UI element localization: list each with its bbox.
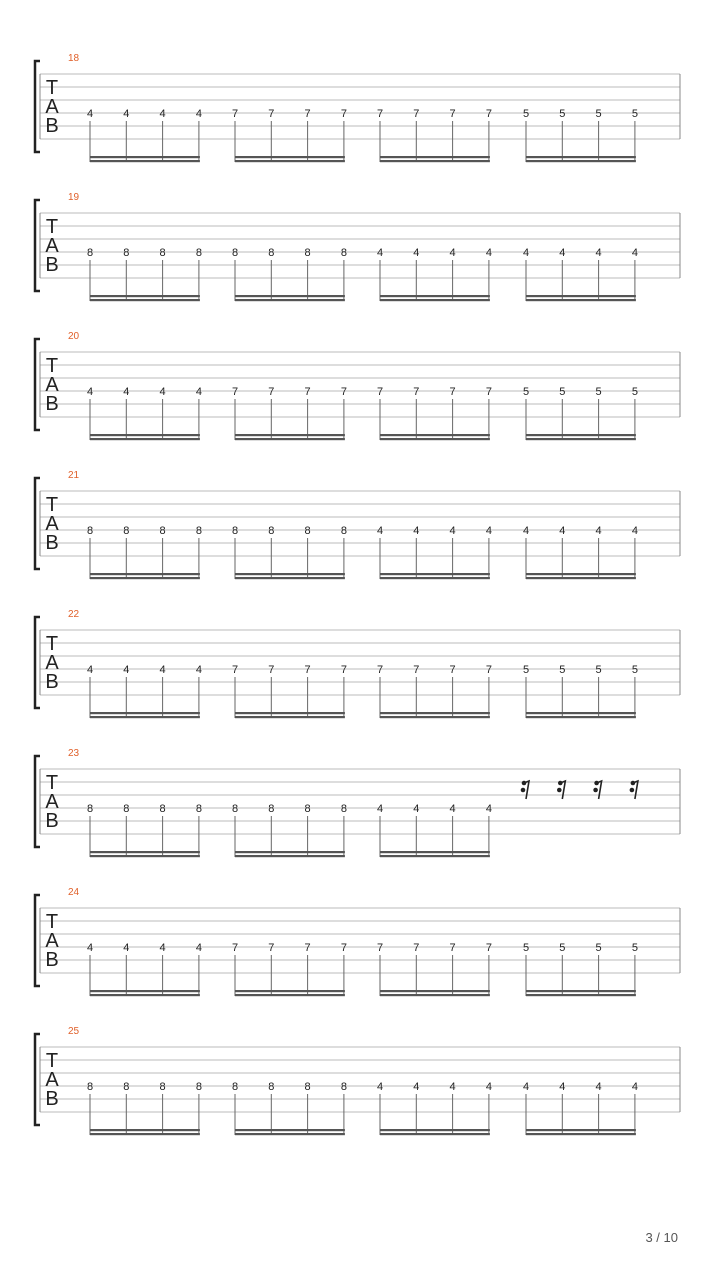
fret-number: 4	[413, 247, 420, 259]
tab-clef-letter: A	[45, 652, 59, 674]
fret-number: 7	[268, 942, 275, 954]
fret-number: 4	[631, 1081, 638, 1093]
beam	[235, 295, 345, 297]
beam	[90, 434, 200, 436]
beam	[235, 434, 345, 436]
beam	[235, 573, 345, 575]
measure-number: 25	[68, 1026, 80, 1037]
fret-number: 4	[595, 247, 602, 259]
beam	[235, 712, 345, 714]
fret-number: 4	[413, 525, 420, 537]
beam	[90, 1129, 200, 1131]
system-bracket	[35, 61, 40, 152]
tab-clef-letter: B	[45, 671, 59, 693]
tab-clef-letter: B	[45, 1088, 59, 1110]
fret-number: 4	[123, 386, 130, 398]
rest-dot	[557, 788, 562, 793]
fret-number: 8	[123, 525, 130, 537]
fret-number: 8	[159, 803, 166, 815]
fret-number: 5	[559, 942, 566, 954]
fret-number: 4	[631, 525, 638, 537]
beam	[235, 716, 345, 718]
fret-number: 8	[340, 1081, 347, 1093]
tab-system	[35, 331, 680, 440]
fret-number: 8	[268, 1081, 275, 1093]
fret-number: 5	[559, 108, 566, 120]
tab-clef-letter: T	[45, 77, 59, 99]
fret-number: 7	[449, 386, 456, 398]
fret-number: 8	[231, 525, 239, 537]
fret-number: 7	[485, 108, 492, 120]
fret-number: 7	[340, 386, 347, 398]
fret-number: 8	[268, 803, 275, 815]
beam	[90, 160, 200, 162]
beam	[526, 434, 636, 436]
fret-number: 8	[86, 247, 94, 259]
beam	[90, 716, 200, 718]
fret-number: 4	[376, 803, 384, 815]
system-bracket	[35, 339, 40, 430]
fret-number: 8	[304, 803, 311, 815]
fret-number: 5	[522, 386, 530, 398]
beam	[90, 295, 200, 297]
fret-number: 8	[231, 247, 239, 259]
beam	[526, 577, 636, 579]
sixteenth-rest-icon	[630, 781, 638, 799]
fret-number: 8	[123, 803, 130, 815]
beam	[380, 1133, 490, 1135]
beam	[526, 1129, 636, 1131]
fret-number: 8	[86, 803, 94, 815]
beam	[235, 1129, 345, 1131]
tab-system	[35, 887, 680, 996]
fret-number: 7	[485, 386, 492, 398]
fret-number: 7	[304, 108, 311, 120]
fret-number: 4	[595, 525, 602, 537]
fret-number: 8	[304, 525, 311, 537]
beam	[526, 712, 636, 714]
rest-dot	[593, 788, 598, 793]
fret-number: 7	[268, 386, 275, 398]
fret-number: 5	[631, 108, 638, 120]
fret-number: 4	[631, 247, 638, 259]
fret-number: 5	[522, 664, 530, 676]
beam	[380, 855, 490, 857]
fret-number: 4	[559, 247, 566, 259]
fret-number: 4	[123, 664, 130, 676]
fret-number: 7	[449, 942, 456, 954]
fret-number: 4	[485, 247, 492, 259]
beam	[526, 1133, 636, 1135]
system-bracket	[35, 617, 40, 708]
tab-clef-letter: B	[45, 115, 59, 137]
fret-number: 4	[522, 1081, 530, 1093]
measure-number: 22	[68, 609, 80, 620]
fret-number: 8	[86, 525, 94, 537]
beam	[90, 855, 200, 857]
fret-number: 4	[123, 108, 130, 120]
beam	[380, 577, 490, 579]
beam	[526, 438, 636, 440]
fret-number: 7	[231, 386, 239, 398]
fret-number: 7	[340, 664, 347, 676]
fret-number: 7	[413, 108, 420, 120]
fret-number: 4	[485, 525, 492, 537]
sixteenth-rest-icon	[557, 781, 565, 799]
beam	[380, 438, 490, 440]
measure-number: 19	[68, 192, 80, 203]
fret-number: 7	[449, 108, 456, 120]
beam	[90, 990, 200, 992]
fret-number: 8	[340, 803, 347, 815]
fret-number: 4	[595, 1081, 602, 1093]
fret-number: 7	[231, 108, 239, 120]
fret-number: 5	[522, 108, 530, 120]
fret-number: 4	[522, 247, 530, 259]
fret-number: 4	[195, 664, 202, 676]
tab-clef-letter: B	[45, 254, 59, 276]
beam	[526, 990, 636, 992]
beam	[235, 299, 345, 301]
beam	[90, 156, 200, 158]
fret-number: 7	[376, 664, 384, 676]
beam	[380, 712, 490, 714]
tab-system	[35, 1026, 680, 1135]
tab-clef-letter: B	[45, 949, 59, 971]
fret-number: 7	[231, 942, 239, 954]
beam	[526, 295, 636, 297]
fret-number: 7	[413, 942, 420, 954]
fret-number: 8	[159, 525, 166, 537]
beam	[90, 438, 200, 440]
fret-number: 7	[485, 942, 492, 954]
fret-number: 4	[86, 664, 94, 676]
fret-number: 5	[595, 386, 602, 398]
measure-number: 18	[68, 53, 80, 64]
fret-number: 4	[449, 1081, 456, 1093]
fret-number: 5	[559, 386, 566, 398]
beam	[526, 573, 636, 575]
beam	[235, 438, 345, 440]
fret-number: 8	[268, 525, 275, 537]
fret-number: 4	[522, 525, 530, 537]
tab-clef-letter: A	[45, 374, 59, 396]
beam	[380, 716, 490, 718]
tab-clef-letter: A	[45, 96, 59, 118]
fret-number: 4	[559, 1081, 566, 1093]
beam	[526, 994, 636, 996]
sixteenth-rest-icon	[593, 781, 601, 799]
tab-clef-letter: B	[45, 810, 59, 832]
fret-number: 5	[595, 108, 602, 120]
beam	[90, 712, 200, 714]
fret-number: 8	[86, 1081, 94, 1093]
beam	[90, 994, 200, 996]
fret-number: 8	[123, 247, 130, 259]
system-bracket	[35, 895, 40, 986]
fret-number: 7	[376, 386, 384, 398]
beam	[235, 990, 345, 992]
beam	[235, 577, 345, 579]
fret-number: 4	[559, 525, 566, 537]
fret-number: 5	[631, 386, 638, 398]
fret-number: 4	[159, 942, 166, 954]
fret-number: 5	[559, 664, 566, 676]
fret-number: 4	[123, 942, 130, 954]
fret-number: 8	[123, 1081, 130, 1093]
beam	[380, 295, 490, 297]
fret-number: 7	[376, 942, 384, 954]
fret-number: 7	[304, 664, 311, 676]
tab-system	[35, 609, 680, 718]
system-bracket	[35, 200, 40, 291]
fret-number: 4	[376, 525, 384, 537]
fret-number: 4	[195, 942, 202, 954]
fret-number: 4	[413, 1081, 420, 1093]
beam	[380, 573, 490, 575]
beam	[526, 716, 636, 718]
fret-number: 7	[304, 386, 311, 398]
fret-number: 7	[485, 664, 492, 676]
fret-number: 4	[485, 803, 492, 815]
tab-clef-letter: T	[45, 911, 59, 933]
fret-number: 8	[340, 525, 347, 537]
beam	[90, 573, 200, 575]
beam	[90, 577, 200, 579]
tab-clef-letter: A	[45, 1069, 59, 1091]
tab-system	[35, 748, 680, 857]
measure-number: 23	[68, 748, 80, 759]
fret-number: 4	[449, 247, 456, 259]
fret-number: 4	[485, 1081, 492, 1093]
fret-number: 7	[268, 664, 275, 676]
rest-dot	[630, 788, 635, 793]
fret-number: 5	[595, 664, 602, 676]
fret-number: 8	[195, 525, 202, 537]
fret-number: 4	[159, 108, 166, 120]
fret-number: 8	[340, 247, 347, 259]
beam	[380, 1129, 490, 1131]
fret-number: 4	[195, 386, 202, 398]
fret-number: 8	[195, 247, 202, 259]
fret-number: 8	[304, 1081, 311, 1093]
fret-number: 4	[86, 942, 94, 954]
beam	[235, 851, 345, 853]
beam	[235, 156, 345, 158]
fret-number: 7	[376, 108, 384, 120]
beam	[380, 156, 490, 158]
fret-number: 4	[449, 803, 456, 815]
beam	[526, 156, 636, 158]
measure-number: 20	[68, 331, 80, 342]
tab-clef-letter: B	[45, 393, 59, 415]
fret-number: 7	[413, 664, 420, 676]
fret-number: 8	[231, 1081, 239, 1093]
beam	[90, 1133, 200, 1135]
beam	[235, 855, 345, 857]
beam	[526, 160, 636, 162]
beam	[380, 299, 490, 301]
fret-number: 4	[376, 1081, 384, 1093]
beam	[380, 160, 490, 162]
tab-clef-letter: T	[45, 216, 59, 238]
fret-number: 7	[413, 386, 420, 398]
tab-clef-letter: T	[45, 633, 59, 655]
tab-clef-letter: T	[45, 494, 59, 516]
fret-number: 7	[231, 664, 239, 676]
page-number: 3 / 10	[645, 1230, 678, 1245]
fret-number: 4	[159, 386, 166, 398]
measure-number: 24	[68, 887, 80, 898]
beam	[380, 434, 490, 436]
fret-number: 7	[340, 942, 347, 954]
tab-clef-letter: B	[45, 532, 59, 554]
tab-clef-letter: T	[45, 1050, 59, 1072]
beam	[235, 1133, 345, 1135]
fret-number: 5	[595, 942, 602, 954]
fret-number: 8	[195, 803, 202, 815]
tab-clef-letter: A	[45, 791, 59, 813]
tab-clef-letter: A	[45, 930, 59, 952]
tab-clef-letter: T	[45, 355, 59, 377]
tab-clef-letter: T	[45, 772, 59, 794]
fret-number: 8	[195, 1081, 202, 1093]
tab-system	[35, 470, 680, 579]
measure-number: 21	[68, 470, 80, 481]
fret-number: 7	[304, 942, 311, 954]
fret-number: 7	[268, 108, 275, 120]
fret-number: 8	[159, 1081, 166, 1093]
fret-number: 4	[376, 247, 384, 259]
system-bracket	[35, 478, 40, 569]
fret-number: 4	[159, 664, 166, 676]
fret-number: 5	[522, 942, 530, 954]
fret-number: 8	[231, 803, 239, 815]
beam	[380, 994, 490, 996]
beam	[380, 990, 490, 992]
system-bracket	[35, 756, 40, 847]
fret-number: 4	[86, 108, 94, 120]
fret-number: 4	[449, 525, 456, 537]
fret-number: 5	[631, 942, 638, 954]
sixteenth-rest-icon	[521, 781, 529, 799]
fret-number: 4	[413, 803, 420, 815]
beam	[90, 851, 200, 853]
tab-system	[35, 53, 680, 162]
fret-number: 7	[449, 664, 456, 676]
tab-clef-letter: A	[45, 235, 59, 257]
tab-clef-letter: A	[45, 513, 59, 535]
beam	[235, 160, 345, 162]
beam	[380, 851, 490, 853]
fret-number: 4	[195, 108, 202, 120]
beam	[235, 994, 345, 996]
fret-number: 8	[268, 247, 275, 259]
fret-number: 4	[86, 386, 94, 398]
fret-number: 8	[159, 247, 166, 259]
beam	[526, 299, 636, 301]
system-bracket	[35, 1034, 40, 1125]
fret-number: 5	[631, 664, 638, 676]
tab-system	[35, 192, 680, 301]
fret-number: 8	[304, 247, 311, 259]
rest-dot	[521, 788, 526, 793]
beam	[90, 299, 200, 301]
fret-number: 7	[340, 108, 347, 120]
